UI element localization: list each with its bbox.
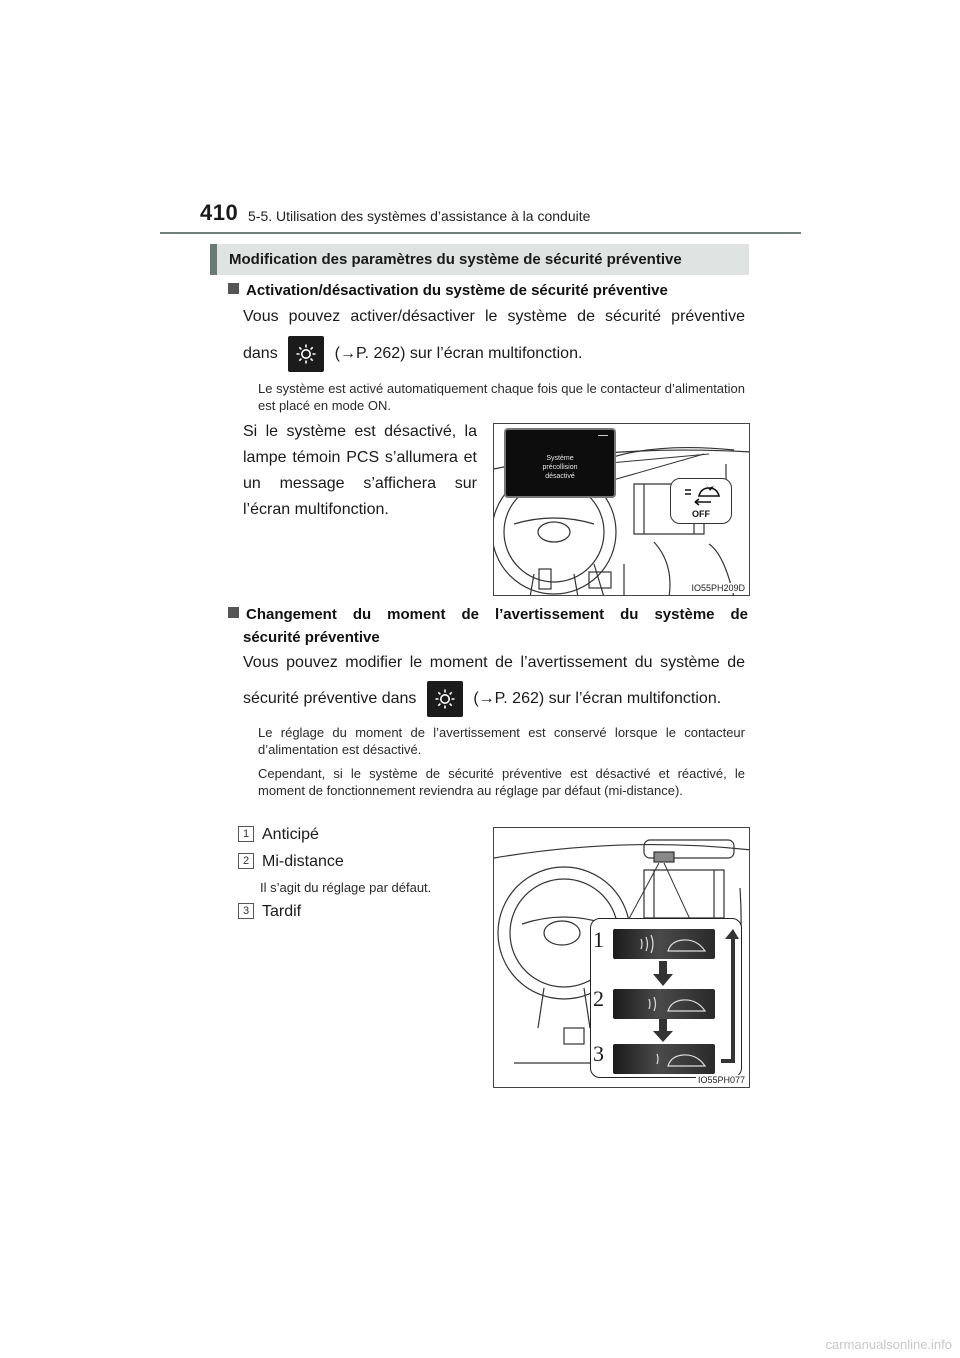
timing-early-image (613, 929, 715, 959)
body-text: Vous pouvez activer/désactiver le système de sécurité préventive (243, 308, 745, 325)
note-text: Le réglage du moment de l’avertissement est conservé lorsque le contacteur d’alimentation est désactivé. (258, 725, 745, 757)
subsection-heading-timing: Changement du moment de l’avertissement du système de sécurité préventive (228, 606, 748, 646)
callout-number: 2 (593, 986, 604, 1011)
option-note: Il s’agit du réglage par défaut. (260, 880, 432, 895)
number-badge: 3 (238, 903, 254, 919)
number-badge: 1 (238, 826, 254, 842)
section-heading (210, 244, 749, 275)
arrow-down-icon (653, 961, 673, 987)
body-text-ref: dans (→P. 262) sur l’écran multifonction. (243, 335, 763, 373)
dashboard-figure-pcs (493, 423, 750, 596)
cycle-arrow-icon (719, 929, 739, 1069)
dashboard-figure-timing (493, 827, 750, 1088)
pcs-warning-icon (681, 482, 721, 506)
option-item-1: 1 Anticipé (238, 822, 478, 848)
number-badge: 2 (238, 853, 254, 869)
body-text-ref: sécurité préventive dans (→P. 262) sur l’écran multifonction. (243, 680, 763, 718)
display-back-icon (598, 435, 608, 440)
square-bullet-icon (228, 607, 239, 618)
page-number: 410 (200, 200, 239, 225)
header-rule (160, 232, 801, 234)
figure-code: IO55PH077 (697, 1075, 745, 1085)
timing-middle-image (613, 989, 715, 1019)
settings-icon (288, 336, 324, 372)
indicator-off-label: OFF (692, 509, 710, 519)
body-text-side: Si le système est désactivé, la lampe témoin PCS s’allumera et un message s’affichera sur l’écran multifonction. (243, 423, 477, 518)
option-item-3: 3 Tardif (238, 899, 478, 925)
display-message: Système précollision désactivé (542, 455, 578, 480)
pcs-warning-light (670, 478, 732, 524)
watermark: carmanualsonline.info (825, 1337, 952, 1352)
callout-number: 3 (593, 1041, 604, 1066)
section-title: Modification des paramètres du système de sécurité préventive (229, 251, 682, 268)
subsection-heading-activation: Activation/désactivation du système de sécurité préventive (228, 282, 758, 299)
option-item-2: 2 Mi-distance (238, 849, 478, 875)
multifunction-display (504, 428, 616, 498)
figure-code: IO55PH209D (691, 583, 745, 593)
chapter-title: 5-5. Utilisation des systèmes d’assistance à la conduite (248, 208, 591, 224)
settings-icon (427, 681, 463, 717)
timing-callout-panel (590, 918, 742, 1078)
square-bullet-icon (228, 283, 239, 294)
body-text: Vous pouvez modifier le moment de l’avertissement du système de (243, 654, 745, 671)
callout-number: 1 (593, 927, 604, 952)
timing-late-image (613, 1044, 715, 1074)
arrow-down-icon (653, 1019, 673, 1043)
note-text: Le système est activé automatiquement chaque fois que le contacteur d’alimentation est placé en mode ON. (258, 381, 745, 413)
note-text: Cependant, si le système de sécurité préventive est désactivé et réactivé, le moment de fonctionnement reviendra au réglage par défaut (mi-distance). (258, 766, 745, 798)
